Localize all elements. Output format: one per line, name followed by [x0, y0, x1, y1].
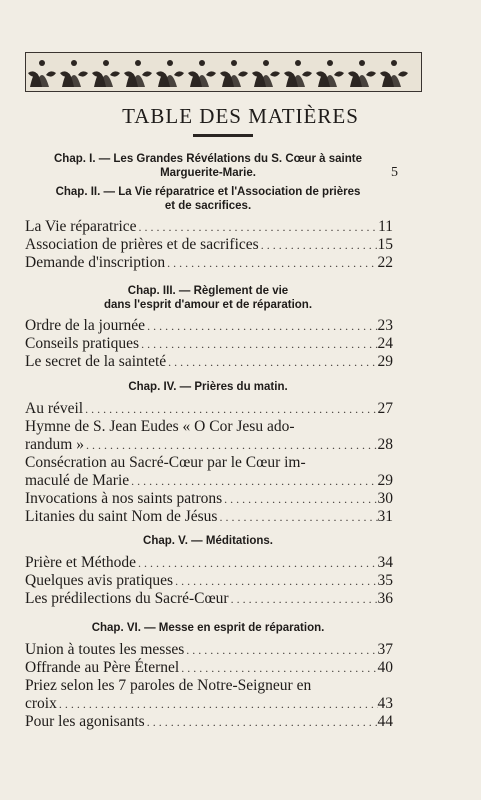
- dot-leader: [179, 659, 377, 677]
- entry-title-line: Hymne de S. Jean Eudes « O Cor Jesu ado-: [25, 418, 295, 435]
- page-number: 29: [377, 472, 393, 489]
- page-number: 5: [391, 165, 398, 180]
- toc-entry[interactable]: [25, 218, 393, 236]
- chapter-heading-6: [22, 621, 394, 635]
- chapter-heading-3: [22, 284, 394, 312]
- chapter-heading-line: Chap. I. — Les Grandes Révélations du S. Cœur à sainte: [53, 153, 363, 165]
- page-number: 23: [377, 317, 393, 334]
- page-number: 22: [377, 254, 393, 271]
- page-number: 28: [377, 436, 393, 453]
- dot-leader: [136, 554, 377, 572]
- decorative-header-band: [25, 52, 422, 92]
- entry-title: Litanies du saint Nom de Jésus: [25, 508, 218, 525]
- entry-title: randum »: [25, 436, 84, 453]
- entry-title: Le secret de la sainteté: [25, 353, 167, 370]
- entry-title-line: Consécration au Sacré-Cœur par le Cœur im-: [25, 454, 306, 471]
- page-number: 24: [377, 335, 393, 352]
- entry-title: croix: [25, 695, 57, 712]
- entry-title: Prière et Méthode: [25, 554, 137, 571]
- chapter-heading-line: Marguerite-Marie.: [160, 167, 256, 179]
- toc-entry[interactable]: [25, 554, 393, 572]
- chapter-heading-line: dans l'esprit d'amour et de réparation.: [103, 299, 313, 311]
- toc-entry[interactable]: [25, 353, 393, 371]
- page-number: 31: [377, 508, 393, 525]
- page-number: 29: [377, 353, 393, 370]
- dot-leader: [145, 317, 377, 335]
- page-number: 11: [378, 218, 393, 235]
- page-number: 36: [377, 590, 393, 607]
- chapter-heading-1: [22, 152, 398, 180]
- chapter-heading-line: Chap. IV. — Prières du matin.: [128, 381, 288, 393]
- dot-leader: [259, 236, 378, 254]
- dot-leader: [217, 508, 377, 526]
- dot-leader: [57, 695, 378, 713]
- toc-entry[interactable]: [25, 490, 393, 508]
- page-number: 30: [377, 490, 393, 507]
- page-number: 40: [377, 659, 393, 676]
- page-title: TABLE DES MATIÈRES: [122, 104, 359, 128]
- toc-entry[interactable]: [25, 254, 393, 272]
- toc-entry[interactable]: [25, 713, 393, 731]
- dot-leader: [222, 490, 377, 508]
- chapter-heading-line: et de sacrifices.: [164, 200, 252, 212]
- toc-entry[interactable]: [25, 572, 393, 590]
- page-number: 15: [377, 236, 393, 253]
- toc-entry[interactable]: [25, 590, 393, 608]
- entry-title: Quelques avis pratiques: [25, 572, 174, 589]
- dot-leader: [166, 353, 377, 371]
- entry-title: Association de prières et de sacrifices: [25, 236, 259, 253]
- page-number: 44: [377, 713, 393, 730]
- entry-title: Conseils pratiques: [25, 335, 140, 352]
- dot-leader: [137, 218, 379, 236]
- floral-ornament-icon: [26, 53, 421, 91]
- page-number: 35: [377, 572, 393, 589]
- chapter-heading-line: Chap. III. — Règlement de vie: [127, 285, 289, 297]
- chapter-heading-line: Chap. II. — La Vie réparatrice et l'Association de prières: [55, 186, 361, 198]
- entry-title: Au réveil: [25, 400, 84, 417]
- dot-leader: [173, 572, 377, 590]
- chapter-heading-line: Chap. V. — Méditations.: [143, 535, 273, 547]
- dot-leader: [145, 713, 378, 731]
- entry-title: Pour les agonisants: [25, 713, 145, 730]
- toc-entry[interactable]: [25, 641, 393, 659]
- entry-title: Union à toutes les messes: [25, 641, 185, 658]
- dot-leader: [184, 641, 377, 659]
- entry-title-line: Priez selon les 7 paroles de Notre-Seigneur en: [25, 677, 312, 694]
- entry-title: Les prédilections du Sacré-Cœur: [25, 590, 229, 607]
- dot-leader: [129, 472, 377, 490]
- dot-leader: [84, 436, 378, 454]
- dot-leader: [83, 400, 377, 418]
- chapter-heading-line: Chap. VI. — Messe en esprit de réparation.: [91, 622, 325, 634]
- toc-entry[interactable]: [25, 454, 393, 490]
- page-number: 43: [377, 695, 393, 712]
- entry-title: Offrande au Père Éternel: [25, 659, 180, 676]
- page-number: 27: [377, 400, 393, 417]
- toc-entry[interactable]: [25, 317, 393, 335]
- entry-title: Invocations à nos saints patrons: [25, 490, 223, 507]
- toc-entry[interactable]: [25, 236, 393, 254]
- dot-leader: [139, 335, 377, 353]
- entry-title: Ordre de la journée: [25, 317, 146, 334]
- dot-leader: [165, 254, 377, 272]
- page-number: 37: [377, 641, 393, 658]
- entry-title: La Vie réparatrice: [25, 218, 137, 235]
- toc-entry[interactable]: [25, 659, 393, 677]
- page-number: 34: [377, 554, 393, 571]
- title-rule: [193, 134, 253, 137]
- chapter-heading-2: [22, 185, 394, 213]
- toc-entry[interactable]: [25, 418, 393, 454]
- toc-entry[interactable]: [25, 508, 393, 526]
- entry-title: Demande d'inscription: [25, 254, 166, 271]
- toc-entry[interactable]: [25, 335, 393, 353]
- chapter-heading-4: [22, 380, 394, 394]
- toc-entry[interactable]: [25, 400, 393, 418]
- chapter-heading-5: [22, 534, 394, 548]
- toc-entry[interactable]: [25, 677, 393, 713]
- entry-title: maculé de Marie: [25, 472, 130, 489]
- dot-leader: [229, 590, 378, 608]
